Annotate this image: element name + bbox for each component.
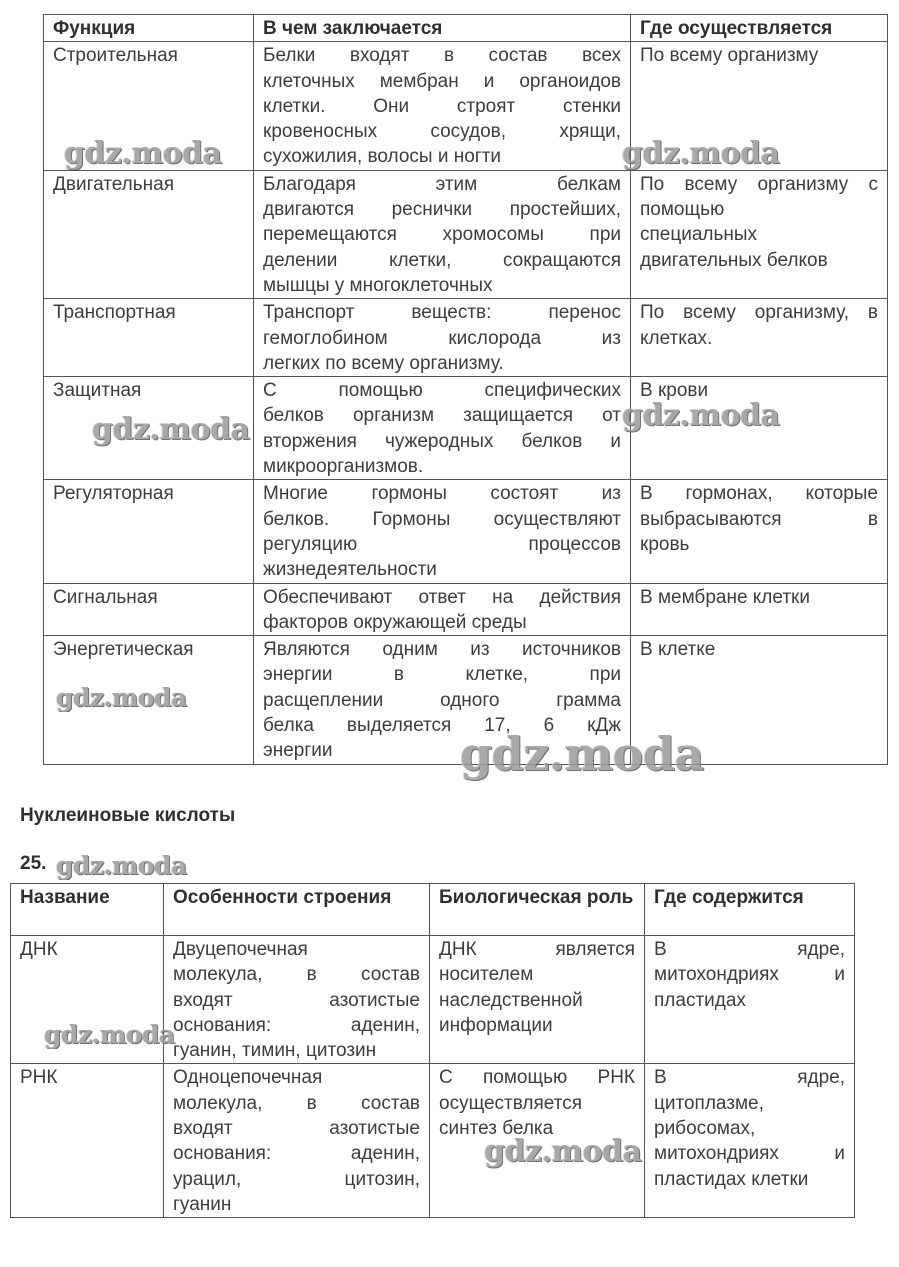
text-line: вторжения чужеродных белков и [263,430,621,452]
text-line: микроорганизмов. [263,456,424,478]
description-cell [254,480,631,583]
text-line: регуляцию процессов [263,533,621,555]
text-line: выбрасываются в [640,508,878,530]
text-line: Многие гормоны состоят из [263,483,621,505]
text-line: В крови [640,380,709,402]
watermark: gdz.moda [460,727,704,781]
location-cell [631,480,888,583]
function-cell: Энергетическая [44,636,254,764]
table-row [44,583,888,636]
text-line: С помощью специфических [263,380,621,402]
text-line: митохондриях и [654,964,845,986]
text-line: белков организм защищается от [263,405,621,427]
watermark: gdz.moda [92,412,250,447]
text-line: легких по всему организму. [263,352,504,374]
table-row [44,480,888,583]
watermark: gdz.moda [44,1020,175,1049]
text-line: урацил, цитозин, [173,1168,420,1190]
text-line: основания: аденин, [173,1014,420,1036]
table-row [44,377,888,480]
header-contains: Где содержится [645,884,855,936]
text-line: энергии [263,740,333,762]
text-line: пластидах [654,989,746,1011]
table-header-row [11,884,855,936]
location-cell [631,377,888,480]
text-line: клетки. Они строят стенки [263,95,621,117]
watermark: gdz.moda [56,851,187,880]
structure-cell [164,936,430,1064]
location-cell [631,636,888,764]
location-cell [631,583,888,636]
text-line: сухожилия, волосы и ногти [263,146,502,168]
header-role: Биологическая роль [430,884,645,936]
header-name: Название [11,884,164,936]
text-line: Транспорт веществ: перенос [263,302,621,324]
contains-cell [645,936,855,1064]
function-cell: Сигнальная [44,583,254,636]
table-row [44,299,888,377]
text-line: помощью [640,199,725,221]
text-line: носителем [439,964,534,986]
description-cell [254,583,631,636]
structure-cell [164,1064,430,1218]
text-line: гуанин, тимин, цитозин [173,1040,377,1062]
text-line: осуществляется [439,1092,583,1114]
text-line: В мембране клетки [640,586,810,608]
table-row [11,936,855,1064]
text-line: Являются одним из источников [263,639,621,661]
text-line: белков. Гормоны осуществляют [263,508,621,530]
watermark: gdz.moda [622,398,780,433]
description-cell [254,42,631,170]
text-line: факторов окружающей среды [263,611,527,633]
text-line: основания: аденин, [173,1143,420,1165]
table-row [44,636,888,764]
watermark: gdz.moda [56,683,187,712]
table-row [11,1064,855,1218]
text-line: синтез белка [439,1118,554,1140]
text-line: жизнедеятельности [263,559,437,581]
text-line: информации [439,1014,553,1036]
text-line: молекула, в состав [173,1092,420,1114]
text-line: белка выделяется 17, 6 кДж [263,715,621,737]
header-description: В чем заключается [254,15,631,42]
contains-cell [645,1064,855,1218]
function-cell: Транспортная [44,299,254,377]
function-cell: Двигательная [44,170,254,298]
watermark: gdz.moda [622,136,780,171]
text-line: кровь [640,533,690,555]
role-cell [430,1064,645,1218]
function-cell: Защитная [44,377,254,480]
text-line: Одноцепочечная [173,1067,323,1089]
text-line: гуанин [173,1193,232,1215]
text-line: пластидах клетки [654,1168,809,1190]
location-cell [631,299,888,377]
text-line: мышцы у многоклеточных [263,274,493,296]
text-line: гемоглобином кислорода из [263,327,621,349]
text-line: перемещаются хромосомы при [263,224,621,246]
text-line: энергии в клетке, при [263,664,621,686]
text-line: наследственной [439,989,583,1011]
role-cell [430,936,645,1064]
text-line: специальных [640,224,758,246]
text-line: По всему организму, в [640,302,878,324]
text-line: По всему организму с [640,173,878,195]
text-line: Благодаря этим белкам [263,173,621,195]
function-cell: Регуляторная [44,480,254,583]
text-line: В ядре, [654,1067,845,1089]
text-line: С помощью РНК [439,1067,635,1089]
text-line: В ядре, [654,939,845,960]
text-line: Обеспечивают ответ на действия [263,586,621,608]
text-line: Белки входят в состав всех [263,45,621,67]
text-line: цитоплазме, [654,1092,764,1114]
name-cell: ДНК [11,936,164,1064]
header-structure: Особенности строения [164,884,430,936]
description-cell [254,377,631,480]
text-line: двигаются реснички простейших, [263,199,621,221]
text-line: клетках. [640,327,713,349]
text-line: В клетке [640,639,716,661]
watermark: gdz.moda [484,1134,642,1169]
protein-functions-table [43,14,888,765]
location-cell [631,170,888,298]
text-line: кровеносных сосудов, хрящи, [263,121,621,143]
text-line: В гормонах, которые [640,483,878,505]
text-line: клеточных мембран и органоидов [263,70,621,92]
nucleic-acids-table [10,883,855,1218]
name-cell: РНК [11,1064,164,1218]
description-cell [254,170,631,298]
section-title: Нуклеиновые кислоты [20,805,236,826]
text-line: митохондриях и [654,1143,845,1165]
description-cell [254,636,631,764]
text-line: входят азотистые [173,989,420,1011]
table-header-row [44,15,888,42]
location-cell [631,42,888,170]
table-row [44,42,888,170]
description-cell [254,299,631,377]
function-cell: Строительная [44,42,254,170]
text-line: рибосомах, [654,1118,756,1140]
watermark: gdz.moda [64,136,222,171]
text-line: входят азотистые [173,1118,420,1140]
text-line: ДНК является [439,939,635,960]
table-row [44,170,888,298]
text-line: По всему организму [640,45,819,67]
text-line: Двуцепочечная [173,939,308,960]
header-location: Где осуществляется [631,15,888,42]
text-line: делении клетки, сокращаются [263,249,621,271]
text-line: двигательных белков [640,249,828,271]
text-line: молекула, в состав [173,964,420,986]
text-line: расщеплении одного грамма [263,689,621,711]
header-function: Функция [44,15,254,42]
task-number: 25. [20,853,47,874]
